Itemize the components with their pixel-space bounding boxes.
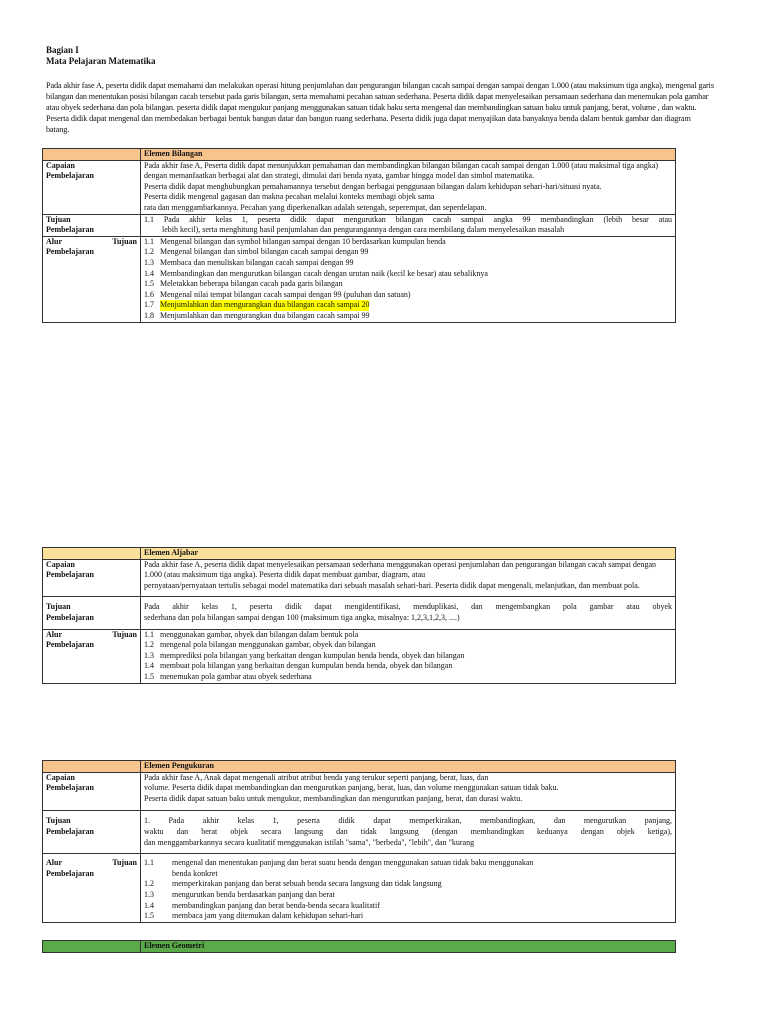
list-item-highlighted: 1.7 Menjumlahkan dan mengurangkan dua bilangan cacah sampai 20	[144, 300, 370, 310]
tujuan-label: Tujuan Pembelajaran	[43, 214, 141, 236]
list-item: 1.2 mengenal pola bilangan menggunakan gambar, obyek dan bilangan	[144, 640, 376, 650]
list-item: 1.1 menggunakan gambar, obyek dan bilangan dalam bentuk pola	[144, 629, 359, 639]
capaian-content: Pada akhir fase A, Peserta didik dapat menunjukkan pemahaman dan membandingkan bilangan bilangan cacah sampai dengan 1.000 (atau maksimal tiga angka) dengan memanfaatkan berbagai alat dan strategi, dimulai dari benda nyata, gambar hingga model dan simbol matematika. Peserta didik dapat menghubungkan pemahamannya tersebut dengan berbagai penggunaan bilangan dalam kehidupan sehari-hari/situasi nyata. Peserta didik mengenal gagasan dan makna pecahan melalui konteks membagi objek sama rata dan menggambarkannya. Pecahan yang diperkenalkan adalah setengah, seperempat, dan seperdelapan.	[141, 160, 676, 214]
table-header-row	[43, 761, 676, 773]
capaian-row	[43, 559, 676, 597]
list-item: 1.2 memperkirakan panjang dan berat sebuah benda secara langsung dan tidak langsung	[144, 879, 442, 889]
list-item: 1.8 Menjumlahkan dan mengurangkan dua bilangan cacah sampai 99	[144, 310, 370, 320]
header-empty-cell	[43, 548, 141, 560]
capaian-label: Capaian Pembelajaran	[43, 160, 141, 214]
intro-paragraph: Pada akhir fase A, peserta didik dapat memahami dan melakukan operasi hitung penjumlahan dan pengurangan bilangan cacah sampai dengan sampai dengan 1.000 (atau maksimum tiga angka), mengenal garis bilangan dan menentukan posisi bilangan cacah tersebut pada garis bilangan, serta memahami pecahan satuan sederhana. Peserta didik dapat menyelesaikan persamaan sederhana dan menemukan pola gambar atau obyek sederhana dan pola bilangan. peserta didik dapat mengukur panjang menggunakan satuan tidak baku serta mengenal dan membandingkan satuan baku untuk panjang, berat, volume , dan waktu. Peserta didik dapat mengenal dan membedakan berbagai bentuk bangun datar dan bangun ruang sederhana. Peserta didik juga dapat menyajikan data banyaknya benda dalam bentuk gambar dan diagram batang.	[46, 81, 714, 134]
capaian-row	[43, 160, 676, 214]
alur-row	[43, 854, 676, 923]
list-item: 1.4 Membandingkan dan mengurutkan bilangan cacah dengan urutan naik (kecil ke besar) atau sebaliknya	[144, 268, 488, 278]
list-item: 1.4 membuat pola bilangan yang berkaitan dengan kumpulan benda benda, obyek dan bilangan	[144, 661, 453, 671]
table-header-row	[43, 548, 676, 560]
header-empty-cell	[43, 941, 141, 953]
alur-label: Alur Tujuan Pembelajaran	[43, 854, 141, 923]
table-bilangan	[42, 148, 676, 323]
list-item: 1.3 Membaca dan menuliskan bilangan cacah sampai dengan 99	[144, 257, 354, 267]
tujuan-content: 1.1 Pada akhir kelas 1, peserta didik dapat mengurutkan bilangan cacah sampai angka 99 membandingkan (lebih besar atau lebih kecil), serta menghitung hasil penjumlahan dan pengurangannya dengan cara membilang dalam menyelesaikan masalah	[141, 214, 676, 236]
list-item: 1.1 Mengenal bilangan dan symbol bilangan sampai dengan 10 berdasarkan kumpulan benda	[144, 236, 446, 246]
capaian-label: Capaian Pembelajaran	[43, 772, 141, 811]
table-header-row	[43, 149, 676, 161]
tujuan-row	[43, 214, 676, 236]
list-item: 1.5 menemukan pola gambar atau obyek sederhana	[144, 671, 312, 681]
list-item: 1.5 membaca jam yang ditemukan dalam kehidupan sehari-hari	[144, 911, 364, 921]
tujuan-label: Tujuan Pembelajaran	[43, 811, 141, 854]
list-item: 1.3 memprediksi pola bilangan yang berkaitan dengan kumpulan benda benda, obyek dan bilangan	[144, 650, 465, 660]
list-item: 1.1 mengenal dan menentukan panjang dan berat suatu benda dengan menggunakan satuan tidak baku menggunakan	[144, 858, 534, 868]
list-item: 1.3 mengurutkan benda berdasarkan panjang dan berat	[144, 889, 335, 899]
capaian-label: Capaian Pembelajaran	[43, 559, 141, 597]
alur-content	[141, 236, 676, 322]
alur-label: Alur Tujuan Pembelajaran	[43, 629, 141, 683]
tujuan-label: Tujuan Pembelajaran	[43, 597, 141, 629]
header-empty-cell	[43, 149, 141, 161]
header-empty-cell	[43, 761, 141, 773]
tujuan-row	[43, 597, 676, 629]
alur-content	[141, 854, 676, 923]
subject-title: Mata Pelajaran Matematika	[46, 56, 156, 66]
list-item: 1.2 Mengenal bilangan dan simbol bilangan cacah sampai dengan 99	[144, 247, 369, 257]
section-title: Elemen Aljabar	[141, 548, 676, 560]
capaian-row	[43, 772, 676, 811]
list-item: 1.6 Mengenal nilai tempat bilangan cacah sampai dengan 99 (puluhan dan satuan)	[144, 289, 411, 299]
alur-content	[141, 629, 676, 683]
alur-row	[43, 236, 676, 322]
part-title: Bagian I	[46, 45, 79, 55]
table-header-row	[43, 941, 676, 953]
tujuan-row	[43, 811, 676, 854]
list-item: 1.5 Meletakkan beberapa bilangan cacah pada garis bilangan	[144, 279, 343, 289]
alur-row	[43, 629, 676, 683]
capaian-content: Pada akhir fase A, Anak dapat mengenali atribut atribut benda yang terukur seperti panjang, berat, luas, dan volume. Peserta didik dapat membandingkan dan mengurutkan panjang, berat, luas, dan volume menggunakan satuan tidak baku. Peserta didik dapat satuan baku untuk mengukur, membandingkan dan mengurutkan panjang, berat, dan durasi waktu.	[141, 772, 676, 811]
table-geometri	[42, 940, 676, 953]
table-aljabar	[42, 547, 676, 684]
tujuan-content: 1. Pada akhir kelas 1, peserta didik dapat memperkirakan, membandingkan, dan mengurutkan panjang, waktu dan berat objek secara langsung dan tidak langsung (dengan membandingkan keduanya dengan objek ketiga), dan menggambarkannya secara kualitatif menggunakan istilah "sama", "berbeda", "lebih", dan "kurang	[141, 811, 676, 854]
alur-label: Alur Tujuan Pembelajaran	[43, 236, 141, 322]
heading	[46, 45, 155, 67]
section-title: Elemen Geometri	[141, 941, 676, 953]
list-item: 1.4 membandingkan panjang dan berat benda-benda secara kualitatif	[144, 900, 380, 910]
list-item: benda konkret	[172, 868, 218, 878]
section-title: Elemen Pengukuran	[141, 761, 676, 773]
table-pengukuran	[42, 760, 676, 923]
section-title: Elemen Bilangan	[141, 149, 676, 161]
capaian-content: Pada akhir fase A, peserta didik dapat menyelesaikan persamaan sederhana menggunakan operasi penjumlahan dan pengurangan bilangan cacah sampai dengan 1.000 (atau maksimum tiga angka). Peserta didik dapat membuat gambar, diagram, atau pernyataan/pernyataan tertulis sebagai model matematika dari sebuah masalah sehari-hari. Peserta didik dapat mengenali, melanjutkan, dan membuat pola.	[141, 559, 676, 597]
tujuan-content: Pada akhir kelas 1, peserta didik dapat mengidentifikasi, menduplikasi, dan mengembangkan pola gambar atau obyek sederhana dan pola bilangan sampai dengan 100 (maksimum tiga angka, misalnya: 1,2,3,1,2,3, ....)	[141, 597, 676, 629]
